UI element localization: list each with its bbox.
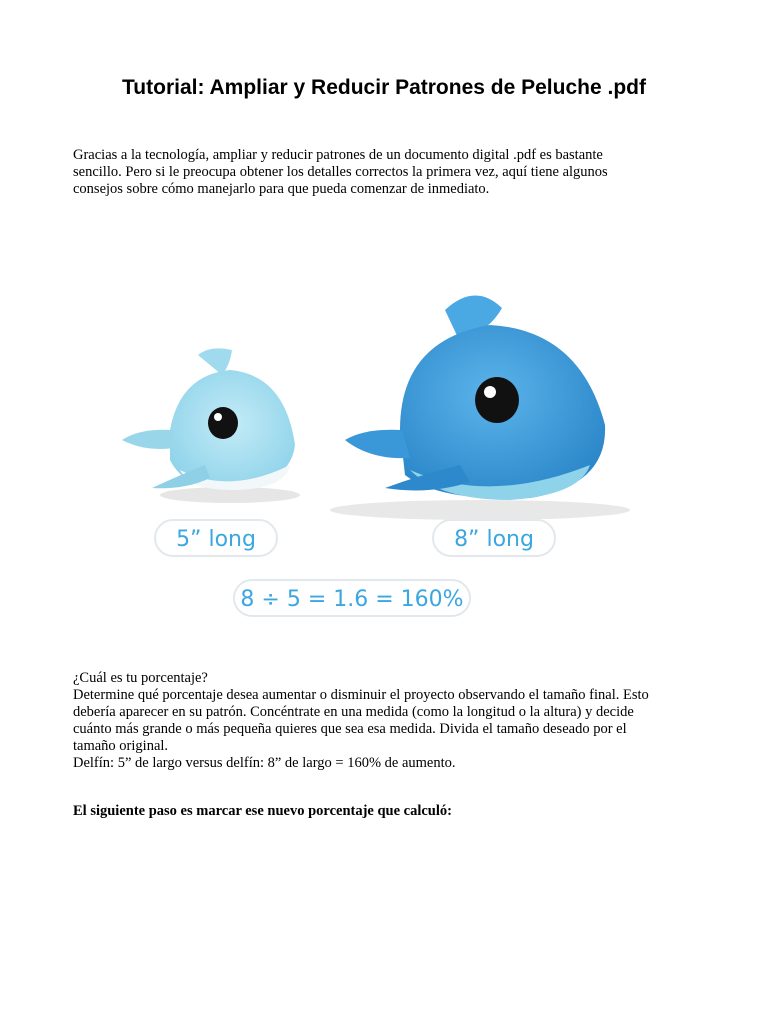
- large-size-label: [433, 520, 555, 556]
- page-title: Tutorial: Ampliar y Reducir Patrones de Peluche .pdf: [122, 76, 646, 99]
- formula-label-text: 8 ÷ 5 = 1.6 = 160%: [240, 587, 464, 612]
- percentage-line: tamaño original.: [73, 738, 169, 754]
- percentage-example: Delfín: 5” de largo versus delfín: 8” de largo = 160% de aumento.: [73, 755, 456, 771]
- percentage-line: cuánto más grande o más pequeña quieres que sea esa medida. Divida el tamaño deseado por el: [73, 721, 627, 737]
- large-dolphin-plush: [330, 295, 630, 520]
- small-size-label-text: 5” long: [176, 527, 256, 552]
- percentage-line: Determine qué porcentaje desea aumentar o disminuir el proyecto observando el tamaño final. Esto: [73, 687, 649, 703]
- intro-line: sencillo. Pero si le preocupa obtener los detalles correctos la primera vez, aquí tiene algunos: [73, 164, 608, 180]
- percentage-line: debería aparecer en su patrón. Concéntrate en una medida (como la longitud o la altura) y decide: [73, 704, 634, 720]
- intro-line: consejos sobre cómo manejarlo para que pueda comenzar de inmediato.: [73, 181, 490, 197]
- small-dolphin-plush: [122, 348, 300, 503]
- small-size-label: [155, 520, 277, 556]
- large-size-label-text: 8” long: [454, 527, 534, 552]
- intro-line: Gracias a la tecnología, ampliar y reducir patrones de un documento digital .pdf es bastante: [73, 147, 603, 163]
- formula-label: [234, 580, 470, 616]
- percentage-section: [73, 670, 703, 772]
- dolphin-size-comparison-image: [110, 280, 670, 625]
- percentage-question: ¿Cuál es tu porcentaje?: [73, 670, 208, 686]
- next-step-heading: El siguiente paso es marcar ese nuevo porcentaje que calculó:: [73, 803, 452, 819]
- intro-paragraph: [73, 147, 703, 198]
